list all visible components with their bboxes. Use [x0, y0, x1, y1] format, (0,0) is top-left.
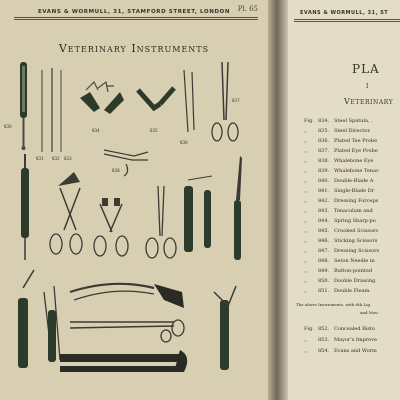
- section-title: Veterinary: [344, 97, 394, 106]
- figure-label: 833: [64, 156, 72, 161]
- note-line: and Mou: [360, 310, 378, 315]
- entry-row: ,, 850. Double Drawing: [304, 278, 376, 284]
- entry-row: ,, 841. Single-Blade Dr: [304, 188, 375, 194]
- entry-row: ,, 835. Steel Director.: [304, 128, 371, 134]
- entry-row: ,, 847. Dressing Scissors: [304, 248, 380, 254]
- fleam-illustration: [80, 82, 124, 114]
- instrument-plate: [14, 60, 258, 382]
- figure-label: 836: [180, 140, 188, 145]
- figure-label: 832: [52, 156, 60, 161]
- figure-label: 830: [4, 124, 12, 129]
- entry-row: ,, 840. Double-Blade A: [304, 178, 374, 184]
- running-head: EVANS & WORMULL, 31, STAMFORD STREET, LONDON: [37, 9, 231, 15]
- header-rule: [14, 17, 258, 18]
- straight-forceps-illustration: [70, 320, 184, 342]
- page-number: Pl. 65: [237, 5, 258, 13]
- seton-needle-group-illustration: [44, 286, 60, 362]
- tooth-rasp-illustration: [60, 350, 187, 372]
- single-blade-knife-illustration: [234, 156, 242, 260]
- figure-label: 834: [92, 128, 100, 133]
- crooked-forceps-illustration: [104, 150, 148, 176]
- figure-label: 831: [36, 156, 44, 161]
- double-blade-knife-illustration: [21, 154, 29, 260]
- entry-row: ,, 854. Evans and Worm: [304, 348, 377, 354]
- entry-row: ,, 845. Crooked Scissors: [304, 228, 378, 234]
- knife-illustration: [20, 62, 27, 150]
- figure-label: 835: [150, 128, 158, 133]
- right-header-rule: [294, 19, 400, 20]
- spring-scissors-illustration: [146, 186, 176, 258]
- folding-lancet-illustration: [138, 88, 174, 108]
- probe-illustrations: [42, 68, 61, 152]
- tenaculum-illustration: [184, 176, 212, 252]
- seton-needle-illustration: [184, 70, 194, 132]
- drawing-knife-illustration: [18, 270, 34, 368]
- entry-row: ,, 851. Double Fleam.: [304, 288, 371, 294]
- entry-row: ,, 842. Dressing Forceps: [304, 198, 379, 204]
- plate-title: Veterinary Instruments: [58, 42, 210, 55]
- entry-row: Fig. 834. Steel Spatula, .: [304, 118, 373, 124]
- entry-row: ,, 843. Tenaculum and: [304, 208, 373, 214]
- entry-row: Fig. 852. Concealed Bisto: [304, 326, 376, 332]
- entry-row: ,, 846. Sticking Scissors: [304, 238, 378, 244]
- entry-row: ,, 848. Seton Needle in: [304, 258, 375, 264]
- right-running-head: EVANS & WORMULL, 31, ST: [300, 10, 389, 16]
- entry-row: ,, 838. Whalebone Eye: [304, 158, 374, 164]
- fleam-group-illustration: [214, 286, 236, 370]
- entry-row: ,, 853. Mayor's Improve: [304, 337, 377, 343]
- right-header-rule-double: [294, 21, 400, 22]
- figure-label: 838: [112, 168, 120, 173]
- book-gutter: [268, 0, 288, 400]
- plate-heading: PLA: [352, 62, 380, 76]
- plate-subheading: I: [366, 83, 369, 90]
- entry-row: ,, 837. Plated Eye Probe: [304, 148, 378, 154]
- curved-forceps-illustration: [70, 284, 184, 308]
- header-rule-double: [14, 19, 258, 20]
- sticking-scissors-illustration: [94, 198, 128, 256]
- crooked-scissors-illustration: [50, 172, 82, 254]
- note-line: The above Instruments, with 6th Lig: [296, 302, 371, 307]
- entry-row: ,, 836. Plated Tee Probe: [304, 138, 378, 144]
- entry-row: ,, 849. Button-pointed: [304, 268, 373, 274]
- entry-row: ,, 844. Spring Sharp-po: [304, 218, 376, 224]
- entry-row: ,, 839. Whalebone Tenac: [304, 168, 379, 174]
- figure-label: 837: [232, 98, 240, 103]
